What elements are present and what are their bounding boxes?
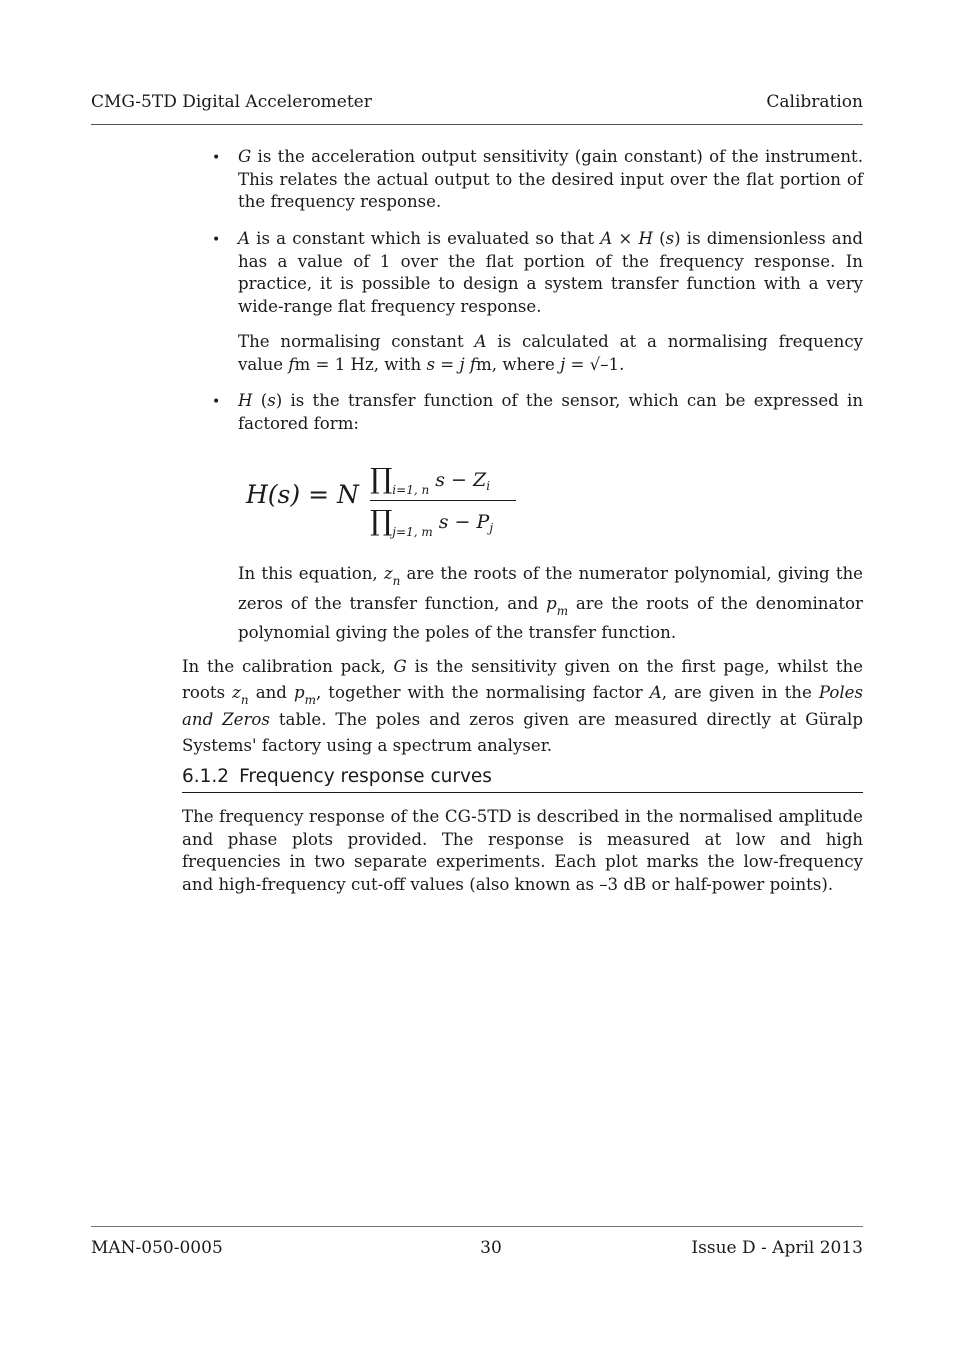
bullet-marker: • [212,394,221,410]
header-section: Calibration [766,92,863,112]
calibration-pack-paragraph: In the calibration pack, G is the sensitivity given on the first page, whilst the roots $z_n$ and $p_m$, together with the normalising factor A, are given in the Poles and Zeros table. The poles and zeros given are measured directly at Güralp Systems' factory using a spectrum analyser. [182,657,864,755]
page-header [91,90,863,125]
bullet-a-paragraph: A is a constant which is evaluated so that A × H (s) is dimensionless and has a value of 1 over the flat portion of the frequency response. In practice, it is possible to design a system transfer function with a very wide-range flat frequency response. [238,229,864,316]
page-footer [91,1226,863,1258]
bullet-marker: • [212,150,221,166]
bullet-h-paragraph: H (s) is the transfer function of the sensor, which can be expressed in factored form: [238,391,864,433]
normalising-constant-paragraph: The normalising constant A is calculated at a normalising frequency value fm = 1 Hz, with s = j fm, where j = √–1. [238,332,863,374]
fraction-bar [370,500,516,501]
var-g: G [238,147,252,166]
equation-lhs: H(s) = N [246,480,359,509]
bullet-g-paragraph: G is the acceleration output sensitivity (gain constant) of the instrument. This relates the actual output to the desired input over the flat portion of the frequency response. [238,147,863,212]
section-heading [182,766,863,793]
footer-issue: Issue D - April 2013 [691,1238,863,1258]
section-number: 6.1.2 [182,766,230,787]
bullet-marker: • [212,232,221,248]
section-title: Frequency response curves [239,766,492,787]
equation-denominator: $\prod_{j=1, m}$ $s - P_j$ [370,504,494,539]
header-title: CMG-5TD Digital Accelerometer [91,92,372,112]
footer-doc-number: MAN-050-0005 [91,1238,223,1258]
frequency-response-paragraph: The frequency response of the CG-5TD is described in the normalised amplitude and phase plots provided. The response is measured at low and high frequencies in two separate experiments. Each plot marks the low-frequency and high-frequency cut-off values (also known as –3 dB or half-power points). [182,807,863,894]
transfer-function-equation [246,458,536,538]
footer-page-number: 30 [480,1238,502,1258]
equation-numerator: $\prod_{i=1, n}$ $s - Z_i$ [370,462,491,497]
roots-paragraph: In this equation, $z_n$ are the roots of the numerator polynomial, giving the zeros of the transfer function, and $p_m$ are the roots of the denominator polynomial giving the poles of the transfer function. [238,564,863,642]
